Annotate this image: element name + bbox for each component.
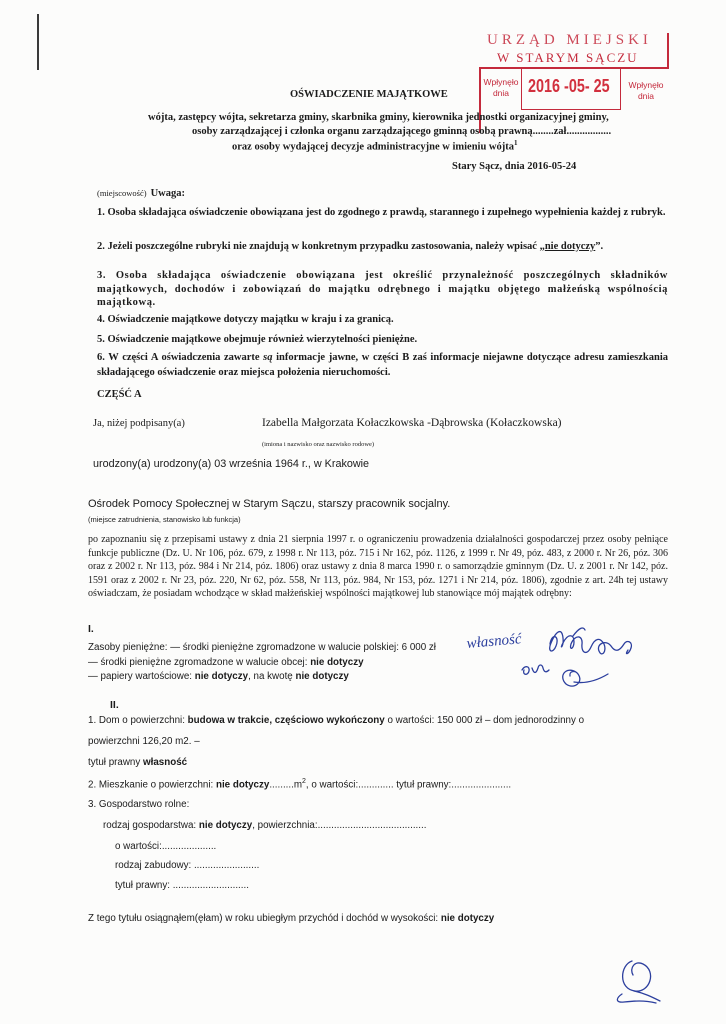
securities-row bbox=[88, 671, 349, 682]
farm-income-row bbox=[88, 913, 494, 924]
farm-type-row bbox=[103, 820, 426, 831]
legal-clause: po zapoznaniu się z przepisami ustawy z dnia 21 sierpnia 1997 r. o ograniczeniu prowadzenia działalności gospodarczej przez osoby pełniące funkcje publiczne (Dz. U. Nr 106, póz. 679, z 1998 r. Nr 113, póz. 715 i Nr 162, póz. 1126, z 1999 r. Nr 49, póz. 483, z 2000 r. Nr 26, póz. 306 oraz z 2002 r. Nr 113, póz. 984 i Nr 214, póz. 1806) oraz ustawy z dnia 8 marca 1990 r. o samorządzie gminnym (Dz. U. z 2001 r. Nr 142, póz. 1591 oraz z 2002 r. Nr 23, póz. 220, Nr 62, póz. 558, Nr 113, póz. 984, Nr 153, póz. 1271 i Nr 214, póz. 1806), zgodnie z art. 24h tej ustawy oświadczam, że posiadam wchodzące w skład małżeńskiej wspólności majątkowej lub stanowiące mój majątek odrębny: bbox=[88, 534, 668, 600]
farm-type-value: nie dotyczy bbox=[198, 820, 253, 831]
apartment-tail: , o wartości:............. tytuł prawny:...................... bbox=[305, 779, 512, 791]
house-title-value: własność bbox=[143, 757, 188, 768]
note-2 bbox=[97, 240, 668, 254]
note-5: 5. Oświadczenie majątkowe obejmuje również wierzytelności pieniężne. bbox=[97, 334, 418, 345]
securities-amount-value: nie dotyczy bbox=[295, 671, 349, 682]
apartment-dots: .........m bbox=[269, 779, 302, 791]
note-6-italic: są bbox=[263, 352, 273, 363]
scan-margin-line bbox=[37, 14, 39, 70]
house-title-row bbox=[88, 757, 187, 768]
employment-hint: (miejsce zatrudnienia, stanowisko lub funkcja) bbox=[88, 515, 241, 524]
apartment-label: 2. Mieszkanie o powierzchni: bbox=[88, 779, 216, 791]
note-1: 1. Osoba składająca oświadczenie obowiązana jest do zgodnego z prawdą, starannego i zupełnego wypełnienia każdej z rubryk. bbox=[97, 207, 666, 218]
subtitle-line-3-text: oraz osoby wydającej decyzje administracyjne w imieniu wójta bbox=[232, 141, 514, 153]
note-6 bbox=[97, 351, 668, 380]
notes-heading: Uwaga: bbox=[150, 188, 185, 199]
stamp-border-right bbox=[667, 33, 669, 69]
part-a-heading: CZĘŚĆ A bbox=[97, 389, 142, 400]
stamp-office-city: W STARYM SĄCZU bbox=[497, 50, 639, 65]
page-initials-signature bbox=[610, 955, 672, 1005]
stamp-received-date: 2016 -05- 25 bbox=[528, 76, 610, 96]
farm-buildings: rodzaj zabudowy: ........................ bbox=[115, 860, 260, 871]
place-label: (miejscowość) bbox=[97, 188, 147, 198]
note-6-text: 6. W części A oświadczenia zawarte bbox=[97, 352, 264, 363]
farm-title: tytuł prawny: ............................ bbox=[115, 880, 249, 891]
birth-info: urodzony(a) urodzony(a) 03 września 1964 r., w Krakowie bbox=[93, 458, 370, 470]
house-status: budowa w trakcie, częściowo wykończony bbox=[187, 715, 385, 726]
cash-foreign-value: nie dotyczy bbox=[310, 657, 364, 668]
handwritten-signature-section-1 bbox=[518, 622, 663, 694]
stamp-received-left-line1: Wpłynęło bbox=[483, 77, 519, 87]
cash-pln-row: Zasoby pieniężne: — środki pieniężne zgromadzone w walucie polskiej: 6 000 zł bbox=[88, 642, 436, 653]
apartment-value: nie dotyczy bbox=[215, 779, 270, 791]
section-2-heading: II. bbox=[110, 699, 119, 711]
cash-foreign-label: — środki pieniężne zgromadzone w walucie obcej: bbox=[88, 657, 311, 668]
stamp-border-left bbox=[479, 67, 481, 133]
declarant-name: Izabella Małgorzata Kołaczkowska -Dąbrowska (Kołaczkowska) bbox=[262, 417, 562, 429]
note-2-tail: ”. bbox=[595, 241, 604, 252]
house-title-label: tytuł prawny bbox=[88, 757, 143, 768]
note-6-tail: informacje jawne, w części B zaś informacje niejawne dotyczące adresu zamieszkania składającego oświadczenie oraz miejsca położenia nieruchomości. bbox=[97, 352, 668, 378]
subtitle-line-1: wójta, zastępcy wójta, sekretarza gminy, skarbnika gminy, kierownika jednostki organizacyjnej gminy, bbox=[148, 112, 609, 123]
subtitle-line-3 bbox=[232, 139, 518, 153]
house-label: 1. Dom o powierzchni: bbox=[88, 715, 188, 726]
note-2-text: 2. Jeżeli poszczególne rubryki nie znajdują w konkretnym przypadku zastosowania, należy wpisać „ bbox=[97, 241, 545, 252]
stamp-received-left-line2: dnia bbox=[492, 88, 510, 98]
place-and-date: Stary Sącz, dnia 2016-05-24 bbox=[452, 161, 577, 172]
stamp-received-left bbox=[482, 77, 520, 99]
document-title: OŚWIADCZENIE MAJĄTKOWE bbox=[290, 89, 448, 100]
farm-income-label: Z tego tytułu osiągnąłem(ęłam) w roku ubiegłym przychód i dochód w wysokości: bbox=[88, 913, 441, 924]
note-2-not-applicable: nie dotyczy bbox=[544, 241, 596, 252]
footnote-mark: 1 bbox=[514, 139, 518, 147]
farm-area: , powierzchnia:........................................ bbox=[252, 820, 427, 831]
apartment-unit-sup: 2 bbox=[302, 778, 306, 785]
farm-value: o wartości:.................... bbox=[115, 841, 217, 852]
stamp-received-right bbox=[624, 80, 668, 102]
declarant-label: Ja, niżej podpisany(a) bbox=[93, 418, 185, 429]
handwritten-annotation: własność bbox=[466, 631, 523, 652]
farm-heading: 3. Gospodarstwo rolne: bbox=[88, 799, 190, 810]
house-row bbox=[88, 715, 584, 726]
house-value: o wartości: 150 000 zł – dom jednorodzinny o bbox=[384, 715, 585, 726]
employment-info: Ośrodek Pomocy Społecznej w Starym Sączu, starszy pracownik socjalny. bbox=[88, 498, 451, 510]
subtitle-line-2: osoby zarządzającej i członka organu zarządzającego gminną osobą prawną........zał................. bbox=[192, 126, 612, 137]
note-3: 3. Osoba składająca oświadczenie obowiązana jest określić przynależność poszczególnych składników majątkowych, dochodów i zobowiązań do majątku odrębnego i majątku objętego małżeńską wspólnością majątkową. bbox=[97, 270, 668, 308]
securities-amount-label: , na kwotę bbox=[248, 671, 296, 682]
declarant-name-hint: (imiona i nazwisko oraz nazwisko rodowe) bbox=[262, 441, 375, 448]
cash-foreign-row bbox=[88, 657, 364, 668]
house-area: powierzchni 126,20 m2. – bbox=[88, 736, 200, 747]
apartment-row bbox=[88, 778, 511, 790]
stamp-received-right-line2: dnia bbox=[637, 91, 655, 101]
securities-label: — papiery wartościowe: bbox=[88, 671, 195, 682]
stamp-office-name: URZĄD MIEJSKI bbox=[487, 32, 652, 48]
section-1-heading: I. bbox=[88, 623, 94, 635]
notes-header bbox=[97, 183, 185, 201]
note-4: 4. Oświadczenie majątkowe dotyczy majątku w kraju i za granicą. bbox=[97, 314, 394, 325]
securities-value: nie dotyczy bbox=[194, 671, 249, 682]
farm-type-label: rodzaj gospodarstwa: bbox=[103, 820, 199, 831]
stamp-received-right-line1: Wpłynęło bbox=[628, 80, 664, 90]
farm-income-value: nie dotyczy bbox=[440, 913, 495, 924]
